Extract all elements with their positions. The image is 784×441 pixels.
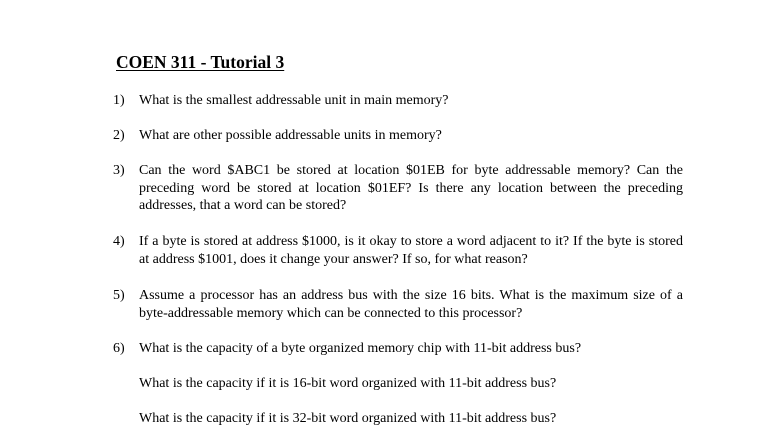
question-number: 5): [113, 288, 125, 303]
question-number: 2): [113, 128, 125, 143]
question-number: 6): [113, 341, 125, 356]
question-5: [113, 287, 683, 322]
question-number: 3): [113, 163, 125, 178]
question-6-followup-2: What is the capacity if it is 32-bit word organized with 11-bit address bus?: [139, 411, 557, 426]
question-4: [113, 233, 683, 268]
question-text: What are other possible addressable units in memory?: [139, 128, 442, 143]
page-title: COEN 311 - Tutorial 3: [116, 52, 285, 72]
question-text: What is the capacity of a byte organized memory chip with 11-bit address bus?: [139, 341, 582, 356]
question-text: Assume a processor has an address bus with the size 16 bits. What is the maximum size of a byte-addressable memory which can be connected to this processor?: [139, 288, 683, 321]
question-6: [113, 340, 683, 358]
question-number: 4): [113, 234, 125, 249]
question-number: 1): [113, 93, 125, 108]
question-text: If a byte is stored at address $1000, is it okay to store a word adjacent to it? If the byte is stored at address $1001, does it change your answer? If so, for what reason?: [139, 234, 683, 267]
question-6-followup-1: What is the capacity if it is 16-bit word organized with 11-bit address bus?: [139, 376, 557, 391]
question-1: [113, 92, 683, 110]
question-text: Can the word $ABC1 be stored at location $01EB for byte addressable memory? Can the preceding word be stored at location $01EF? Is there any location between the preceding addresses, that a word can be stored?: [139, 163, 683, 213]
question-2: [113, 127, 683, 145]
question-text: What is the smallest addressable unit in main memory?: [139, 93, 449, 108]
question-3: [113, 162, 683, 215]
